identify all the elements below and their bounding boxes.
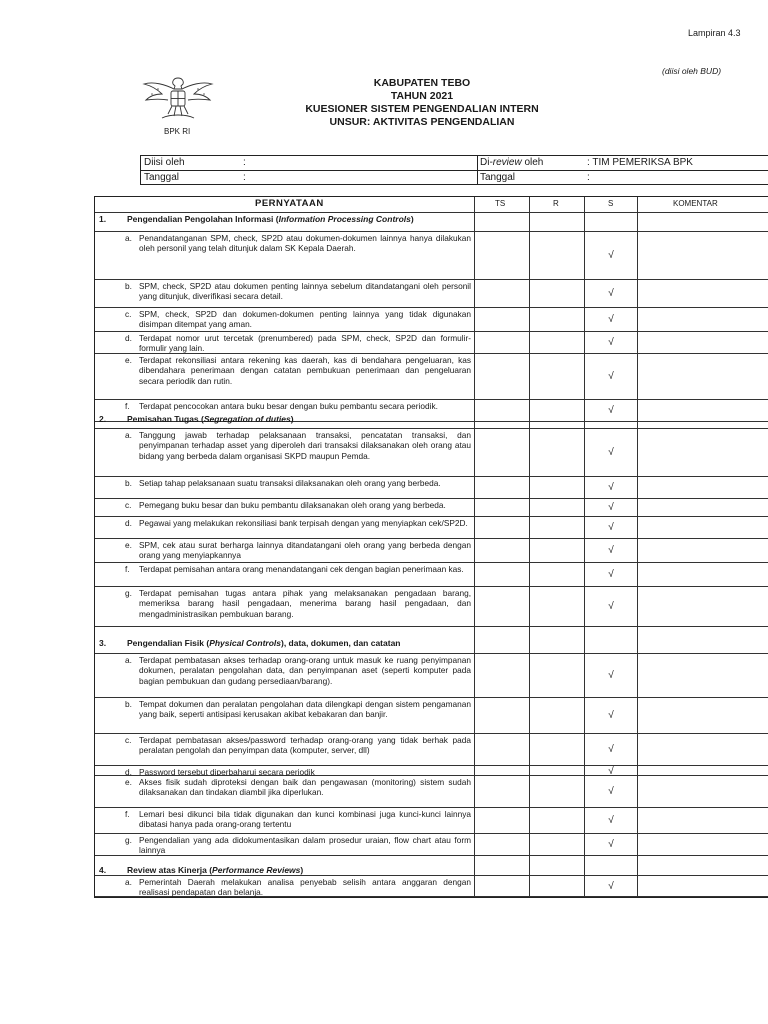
statement-letter: e. <box>125 777 132 787</box>
section-title-row <box>95 864 768 876</box>
table-header <box>95 197 768 213</box>
statement-text: Terdapat rekonsiliasi antara rekening kas daerah, kas di bendahara pengeluaran, kas dibendahara penerimaan dengan catatan pembukuan penerimaan dan pengeluaran secara periodik dan rutin. <box>139 355 471 386</box>
check-mark-icon: √ <box>608 766 614 777</box>
reviewed-by-label <box>480 156 543 170</box>
heading-line-2: TAHUN 2021 <box>390 90 454 102</box>
section-title <box>127 214 414 224</box>
statement-letter: e. <box>125 355 132 365</box>
comment-header: KOMENTAR <box>673 199 718 208</box>
statement-row <box>95 332 768 354</box>
statement-row <box>95 429 768 477</box>
check-mark-icon: √ <box>608 545 614 556</box>
statement-text: Setiap tahap pelaksanaan suatu transaksi dilaksanakan oleh orang yang berbeda. <box>139 478 441 488</box>
check-mark-icon: √ <box>608 482 614 493</box>
statement-letter: g. <box>125 588 132 598</box>
statement-text: Penandatanganan SPM, check, SP2D atau dokumen-dokumen lainnya hanya dilakukan oleh personil yang telah ditunjuk dalam SK Kepala Daerah. <box>139 233 471 254</box>
check-mark-icon: √ <box>608 569 614 580</box>
statement-letter: b. <box>125 699 132 709</box>
check-mark-icon: √ <box>608 447 614 458</box>
statement-letter: a. <box>125 877 132 887</box>
document-heading <box>250 77 594 129</box>
statement-row <box>95 654 768 698</box>
heading-line-3: KUESIONER SISTEM PENGENDALIAN INTERN <box>305 103 539 115</box>
statement-row <box>95 876 768 897</box>
reviewed-by-italic: review <box>492 157 522 168</box>
section-title-text: Review atas Kinerja ( <box>127 865 213 875</box>
statement-letter: a. <box>125 655 132 665</box>
section-title <box>127 414 294 424</box>
info-divider <box>477 156 478 184</box>
statement-text: Terdapat pemisahan tugas antara pihak yang melaksanakan pengadaan barang, memeriksa barang hasil pengadaan, menerima barang hasil pengadaan, dan mengadministrasikan pembukuan barang. <box>139 588 471 619</box>
statement-letter: d. <box>125 767 132 777</box>
statement-text: Password tersebut diperbaharui secara periodik <box>139 767 315 776</box>
statement-row <box>95 734 768 766</box>
statement-text: Lemari besi dikunci bila tidak digunakan dan kunci kombinasi juga kunci-kunci lainnya dibatasi hanya pada orang-orang tertentu <box>139 809 471 830</box>
check-mark-icon: √ <box>608 502 614 513</box>
statement-row <box>95 477 768 499</box>
section-title-end: ) <box>300 865 304 875</box>
section-title-text: Pengendalian Fisik ( <box>127 638 210 648</box>
section-title <box>127 638 401 648</box>
statement-row <box>95 499 768 517</box>
statement-text: Tempat dokumen dan peralatan pengolahan data dilengkapi dengan sistem pengamanan yang baik, seperti antisipasi kerusakan akibat kebakaran dan banjir. <box>139 699 471 720</box>
questionnaire-table <box>94 196 768 898</box>
filled-by-label: Diisi oleh <box>144 157 185 168</box>
statement-letter: b. <box>125 478 132 488</box>
info-divider <box>141 170 768 171</box>
statement-header: PERNYATAAN <box>255 198 324 209</box>
section-number: 3. <box>99 638 107 648</box>
section-title-end: ) <box>410 214 414 224</box>
statement-text: Pengendalian yang ada didokumentasikan dalam prosedur uraian, flow chart atau form lainnya <box>139 835 471 856</box>
section-title-italic: Performance Reviews <box>212 865 301 875</box>
check-mark-icon: √ <box>608 601 614 612</box>
statement-row <box>95 539 768 563</box>
statement-text: SPM, check, SP2D dan dokumen-dokumen penting lainnya yang tidak digunakan disimpan ditempat yang aman. <box>139 309 471 330</box>
attachment-number: Lampiran 4.3 <box>688 28 741 38</box>
check-mark-icon: √ <box>608 371 614 382</box>
check-mark-icon: √ <box>608 314 614 325</box>
statement-row <box>95 766 768 776</box>
logo-caption: BPK RI <box>164 127 191 136</box>
filled-by-note: (diisi oleh BUD) <box>662 66 722 76</box>
heading-line-1: KABUPATEN TEBO <box>373 77 471 89</box>
statement-text: SPM, check, SP2D atau dokumen penting lainnya sebelum ditandatangani oleh personil yang ditunjuk, diverifikasi secara detail. <box>139 281 471 302</box>
garuda-emblem-icon <box>138 72 218 124</box>
statement-row <box>95 776 768 808</box>
statement-letter: f. <box>125 809 130 819</box>
statement-letter: a. <box>125 233 132 243</box>
date-separator: : <box>243 172 246 183</box>
reviewed-by-prefix: Di- <box>480 157 493 168</box>
section-title-end: ), data, dokumen, dan catatan <box>281 638 401 648</box>
statement-row <box>95 232 768 280</box>
statement-row <box>95 563 768 587</box>
review-date-label: Tanggal <box>480 172 516 183</box>
statement-row <box>95 354 768 400</box>
section-title-italic: Segregation of duties <box>203 414 291 424</box>
date-label: Tanggal <box>144 172 180 183</box>
check-mark-icon: √ <box>608 744 614 755</box>
section-number: 1. <box>99 214 107 224</box>
section-title <box>127 865 303 875</box>
filled-by-separator: : <box>243 157 246 168</box>
statement-letter: g. <box>125 835 132 845</box>
statement-letter: a. <box>125 430 132 440</box>
statement-letter: c. <box>125 309 132 319</box>
section-number: 2. <box>99 414 107 424</box>
ts-header: TS <box>495 199 506 208</box>
statement-text: Pegawai yang melakukan rekonsiliasi bank terpisah dengan yang menyiapkan cek/SP2D. <box>139 518 468 528</box>
statement-text: Terdapat pemisahan antara orang menandatangani cek dengan bagian penerimaan kas. <box>139 564 464 574</box>
statement-text: Terdapat nomor urut tercetak (prenumbered) pada SPM, check, SP2D dan formulir-formulir yang lain. <box>139 333 471 354</box>
statement-row <box>95 280 768 308</box>
statement-letter: c. <box>125 500 132 510</box>
section-title-row <box>95 637 768 654</box>
check-mark-icon: √ <box>608 337 614 348</box>
statement-row <box>95 308 768 332</box>
statement-row <box>95 808 768 834</box>
statement-text: Terdapat pembatasan akses/password terhadap orang-orang yang tidak berhak pada peralatan pengolah dan penyimpan data (komputer, server, dll) <box>139 735 471 756</box>
check-mark-icon: √ <box>608 250 614 261</box>
check-mark-icon: √ <box>608 839 614 850</box>
reviewed-by-suffix: oleh <box>521 157 544 168</box>
statement-letter: b. <box>125 281 132 291</box>
statement-row <box>95 834 768 856</box>
check-mark-icon: √ <box>608 288 614 299</box>
reviewed-by-value: : TIM PEMERIKSA BPK <box>587 157 693 168</box>
section-title-row <box>95 213 768 232</box>
section-title-text: Pemisahan Tugas ( <box>127 414 204 424</box>
section-title-row <box>95 413 768 429</box>
statement-letter: c. <box>125 735 132 745</box>
statement-text: Terdapat pembatasan akses terhadap orang-orang untuk masuk ke ruang penyimpanan dokumen, peralatan pengolahan data, dan penyimpanan aset (seperti komputer pada bagian pembukuan dan gudang persediaan/barang). <box>139 655 471 686</box>
check-mark-icon: √ <box>608 522 614 533</box>
section-title-end: ) <box>290 414 294 424</box>
statement-row <box>95 517 768 539</box>
statement-letter: d. <box>125 333 132 343</box>
statement-text: Terdapat pencocokan antara buku besar dengan buku pembantu secara periodik. <box>139 401 438 411</box>
check-mark-icon: √ <box>608 670 614 681</box>
statement-text: SPM, cek atau surat berharga lainnya ditandatangani oleh orang yang berbeda dengan orang yang menyiapkannya <box>139 540 471 561</box>
heading-line-4: UNSUR: AKTIVITAS PENGENDALIAN <box>329 116 515 128</box>
statement-text: Pemegang buku besar dan buku pembantu dilaksanakan oleh orang yang berbeda. <box>139 500 446 510</box>
check-mark-icon: √ <box>608 815 614 826</box>
r-header: R <box>553 199 559 208</box>
info-box <box>140 155 768 185</box>
statement-text: Pemerintah Daerah melakukan analisa penyebab selisih antara anggaran dengan realisasi pendapatan dan belanja. <box>139 877 471 897</box>
statement-letter: d. <box>125 518 132 528</box>
section-number: 4. <box>99 865 107 875</box>
check-mark-icon: √ <box>608 710 614 721</box>
statement-letter: f. <box>125 401 130 411</box>
section-title-italic: Physical Controls <box>209 638 281 648</box>
statement-text: Akses fisik sudah diproteksi dengan baik dan pengawasan (monitoring) sistem sudah dilaksanakan dan tindakan diambil jika diperlukan. <box>139 777 471 798</box>
s-header: S <box>608 199 614 208</box>
check-mark-icon: √ <box>608 786 614 797</box>
check-mark-icon: √ <box>608 881 614 892</box>
statement-row <box>95 698 768 734</box>
section-title-text: Pengendalian Pengolahan Informasi ( <box>127 214 279 224</box>
check-mark-icon: √ <box>608 405 614 416</box>
review-date-separator: : <box>587 172 590 183</box>
statement-letter: e. <box>125 540 132 550</box>
statement-letter: f. <box>125 564 130 574</box>
statement-row <box>95 587 768 627</box>
statement-text: Tanggung jawab terhadap pelaksanaan transaksi, pencatatan transaksi, dan penyimpanan terhadap asset yang diperoleh dari transaksi dilaksanakan oleh orang atau bidang yang berbeda dalam organisasi SKPD maupun Pemda. <box>139 430 471 461</box>
section-title-italic: Information Processing Controls <box>278 214 411 224</box>
